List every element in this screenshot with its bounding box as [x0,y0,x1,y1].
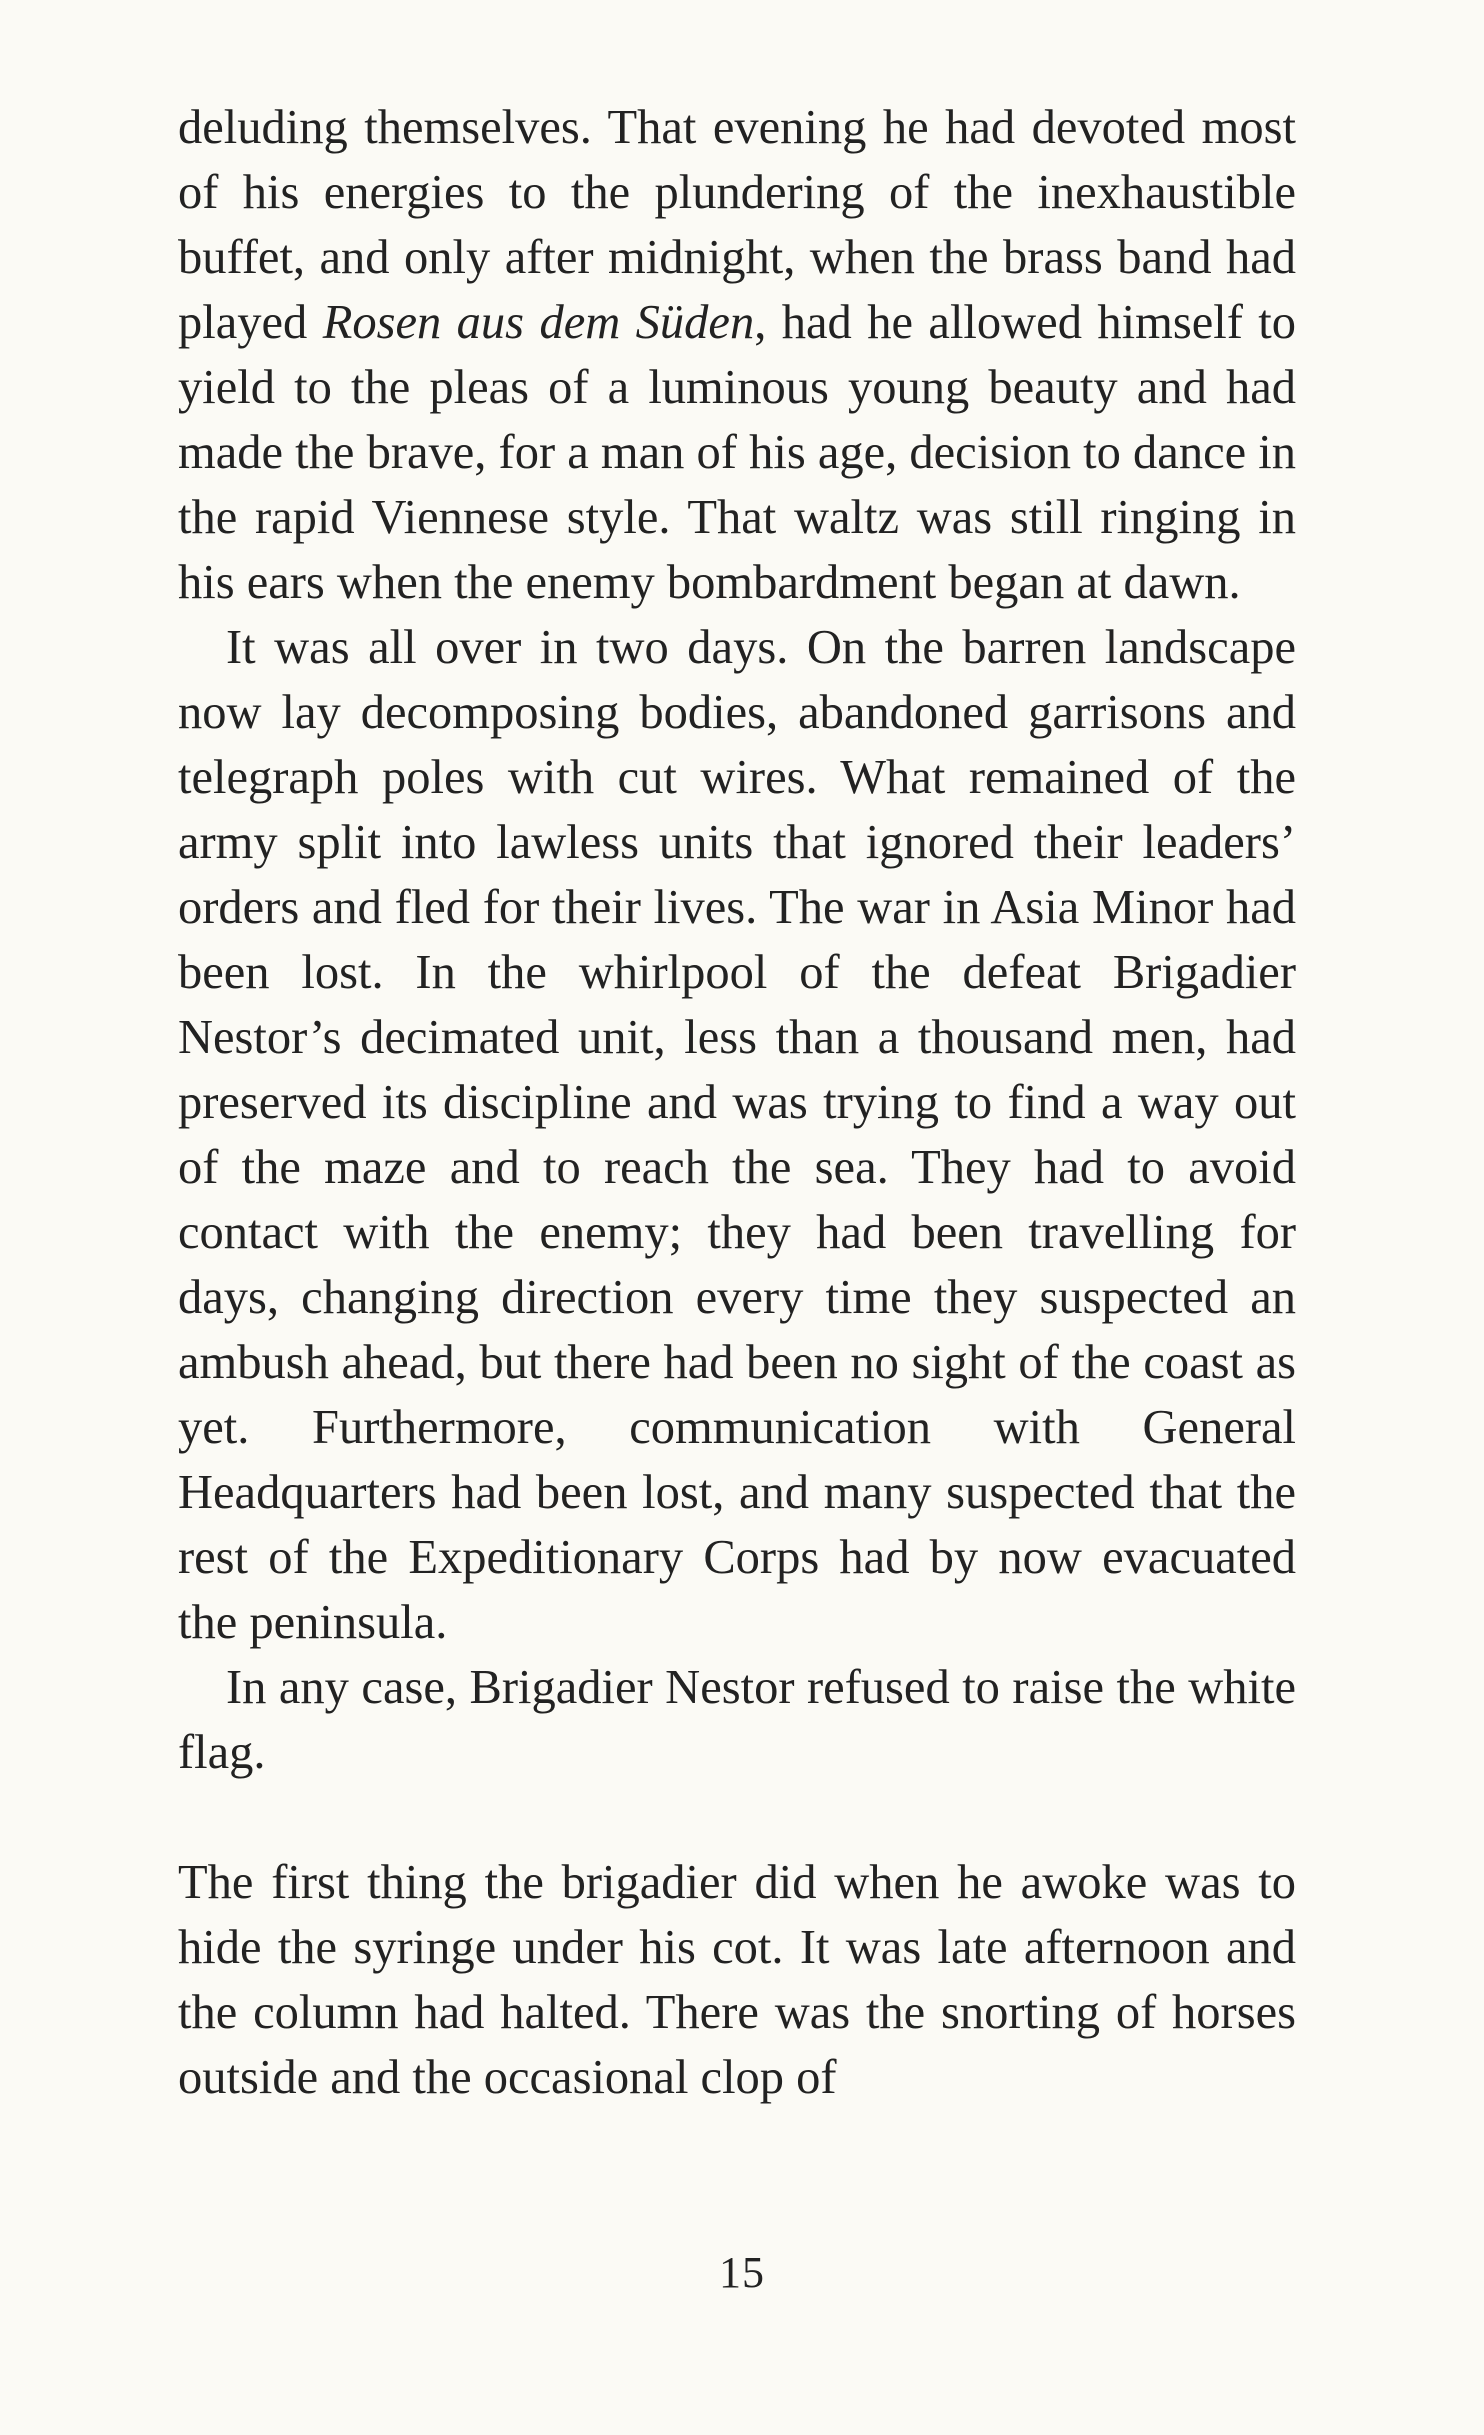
song-title-italic: Rosen aus dem Süden [322,296,755,349]
text-segment: In any case, Brigadier Nestor refused to raise the white flag. [178,1661,1296,1779]
text-segment: It was all over in two days. On the barren landscape now lay decomposing bodies, abandoned garrisons and telegraph poles with cut wires. What remained of the army split into lawless units that ignored their leaders’ orders and fled for their lives. The war in Asia Minor had been lost. In the whirlpool of the defeat Brigadier Nestor’s decimated unit, less than a thousand men, had preserved its discipline and was trying to find a way out of the maze and to reach the sea. They had to avoid contact with the enemy; they had been travelling for days, changing direction every time they suspected an ambush ahead, but there had been no sight of the coast as yet. Furthermore, communication with General Headquarters had been lost, and many suspected that the rest of the Expeditionary Corps had by now evacuated the peninsula. [178,621,1296,1649]
page-number: 15 [719,2248,765,2297]
paragraph-3 [178,1655,1296,1785]
paragraph-4 [178,1850,1296,2110]
page-text [178,95,1296,2110]
text-segment: , had he allowed himself to yield to the pleas of a luminous young beauty and had made the brave, for a man of his age, decision to dance in the rapid Viennese style. That waltz was still ringing in his ears when the enemy bombardment began at dawn. [178,296,1296,609]
text-segment: The first thing the brigadier did when he awoke was to hide the syringe under his cot. It was late afternoon and the column had halted. There was the snorting of horses outside and the occasional clop of [178,1856,1296,2104]
paragraph-1 [178,95,1296,615]
text-segment: deluding themselves. That evening he had devoted most of his energies to the plundering of the inexhaustible buffet, and only after midnight, when the brass band had played [178,101,1296,349]
paragraph-2 [178,615,1296,1655]
